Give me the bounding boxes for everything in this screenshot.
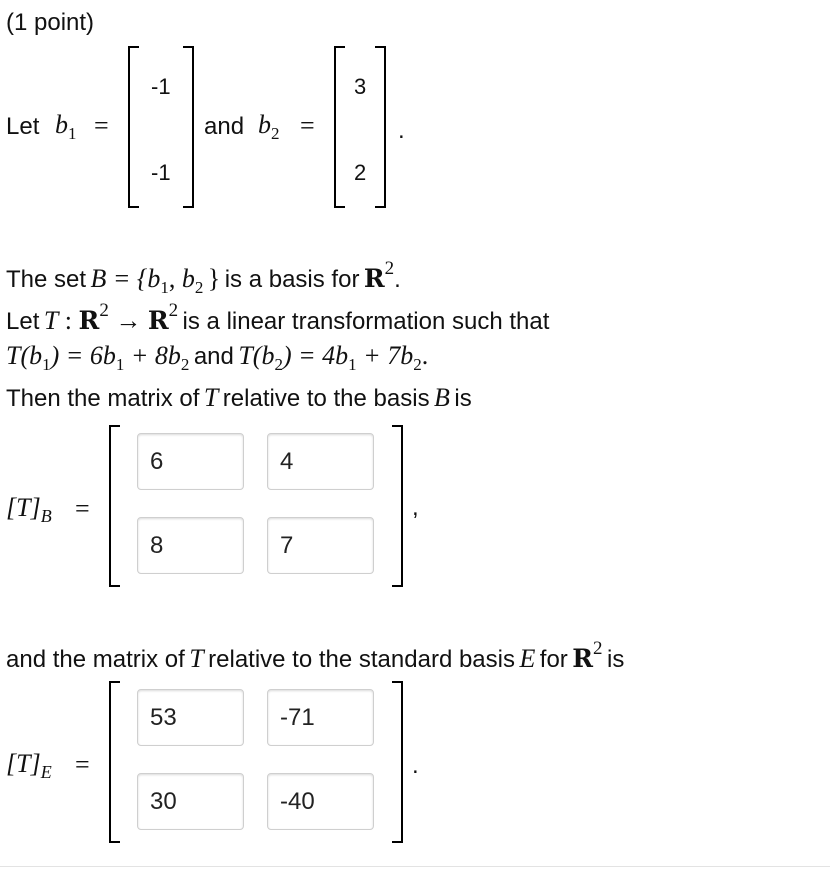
matrix-b-comma: ,: [412, 494, 419, 521]
b2-entry-1: 3: [354, 74, 367, 99]
b1-left-bracket: [128, 46, 139, 208]
b2-entry-2: 2: [354, 160, 367, 185]
matrix-b-cell-12-input[interactable]: 4: [267, 433, 374, 490]
matrix-e-label: [T]E: [6, 749, 52, 782]
b2-equals: =: [300, 111, 315, 140]
matrix-b-equals: =: [75, 494, 90, 523]
given-let: Let: [6, 113, 40, 140]
matrix-b-left-bracket: [109, 425, 120, 587]
matrix-b-cell-21-input[interactable]: 8: [137, 517, 244, 574]
b1-equals: =: [94, 111, 109, 140]
statement-line-3: T(b1) = 6b1 + 8b2 and T(b2) = 4b1 + 7b2.: [6, 341, 429, 374]
matrix-e-cell-11-input[interactable]: 53: [137, 689, 244, 746]
matrix-e-period: .: [412, 752, 419, 779]
points-label: (1 point): [6, 9, 95, 36]
matrix-e-cell-12-input[interactable]: -71: [267, 689, 374, 746]
matrix-e-cell-22-input[interactable]: -40: [267, 773, 374, 830]
bottom-divider: [0, 866, 830, 867]
statement2-line: and the matrix of T relative to the standard basis E for R2 is: [6, 638, 625, 673]
b1-right-bracket: [183, 46, 194, 208]
matrix-e-equals: =: [75, 750, 90, 779]
statement-line-1: The set B = {b1, b2 } is a basis for R2.: [6, 258, 401, 297]
b2-symbol: b2: [258, 110, 280, 143]
b2-left-bracket: [334, 46, 345, 208]
matrix-e-right-bracket: [392, 681, 403, 843]
b1-symbol: b1: [55, 110, 77, 143]
matrix-e-cell-21-input[interactable]: 30: [137, 773, 244, 830]
matrix-e-left-bracket: [109, 681, 120, 843]
and-word: and: [204, 113, 245, 140]
matrix-b-label: [T]B: [6, 493, 52, 526]
matrix-b-cell-22-input[interactable]: 7: [267, 517, 374, 574]
b1-entry-2: -1: [151, 160, 171, 185]
matrix-b-cell-11-input[interactable]: 6: [137, 433, 244, 490]
matrix-b-right-bracket: [392, 425, 403, 587]
b1-entry-1: -1: [151, 74, 171, 99]
given-period: .: [398, 117, 405, 144]
statement-line-4: Then the matrix of T relative to the basis B is: [6, 383, 472, 412]
statement-line-2: Let T : R2 → R2 is a linear transformation such that: [6, 300, 550, 335]
b2-right-bracket: [375, 46, 386, 208]
